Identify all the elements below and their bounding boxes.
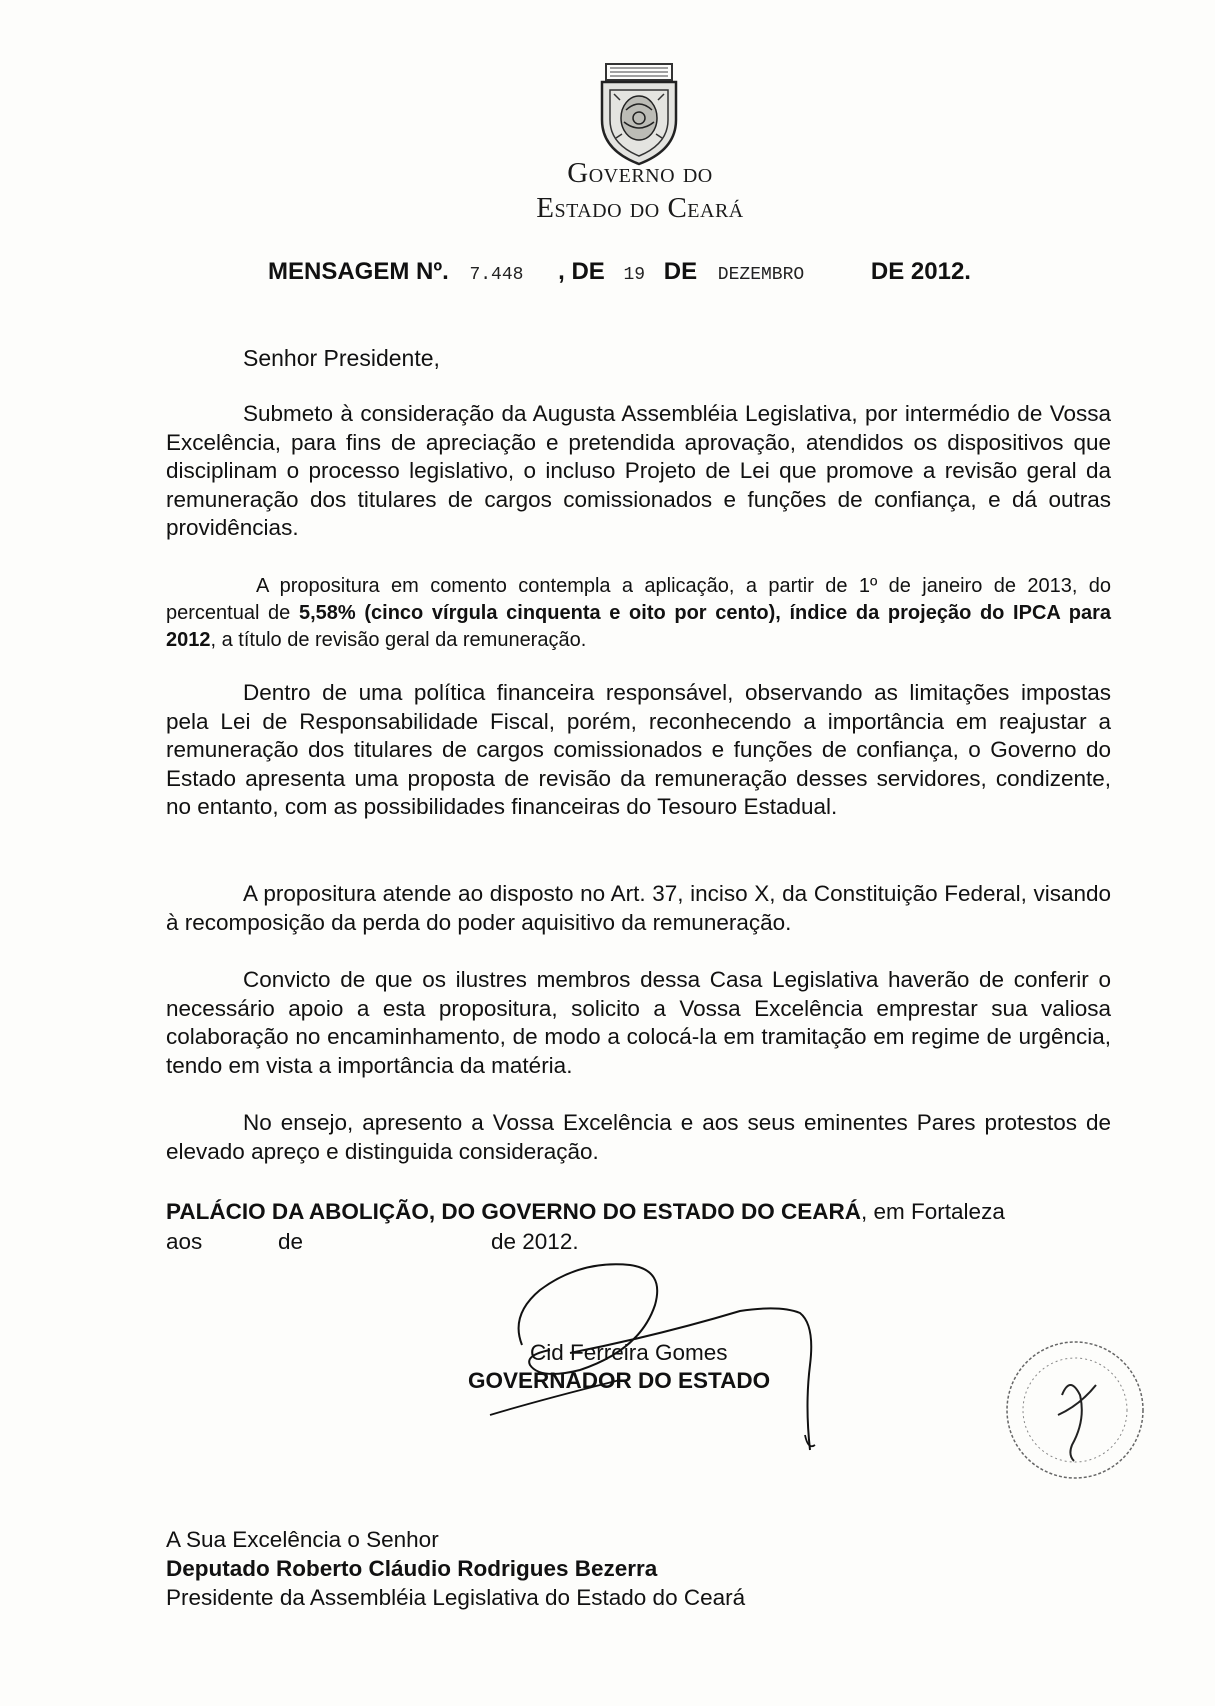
paragraph-2-bold: 5,58% (cinco vírgula cinquenta e oito por cento), índice da projeção do IPCA para 2012 bbox=[166, 602, 1111, 651]
office-stamp-icon bbox=[1000, 1335, 1150, 1485]
state-coat-of-arms-icon bbox=[594, 58, 684, 168]
header-word-ceara: Ceará bbox=[667, 192, 744, 224]
message-de-1: , DE bbox=[558, 258, 605, 285]
date-de: de bbox=[278, 1229, 304, 1254]
date-year: de 2012. bbox=[491, 1229, 579, 1254]
addressee-line-1: A Sua Excelência o Senhor bbox=[166, 1527, 439, 1552]
paragraph-1: Submeto à consideração da Augusta Assembléia Legislativa, por intermédio de Vossa Excelência, para fins de apreciação e pretendida aprovação, atendidos os dispositivos que disciplinam o processo legislativo, o incluso Projeto de Lei que promove a revisão geral da remuneração dos titulares de cargos comissionados e funções de confiança, e dá outras providências. bbox=[166, 401, 1111, 540]
header-word-estado: Estado bbox=[536, 192, 623, 224]
header-word-do-2: do bbox=[629, 192, 660, 224]
message-month: DEZEMBRO bbox=[717, 265, 805, 285]
paragraph-2-text-a: A propositura em comento contempla a aplicação, a partir de 1º de janeiro de 2013, do percentual de bbox=[166, 575, 1111, 624]
paragraph-4: A propositura atende ao disposto no Art. 37, inciso X, da Constituição Federal, visando à recomposição da perda do poder aquisitivo da remuneração. bbox=[166, 881, 1111, 935]
addressee-name: Deputado Roberto Cláudio Rodrigues Bezerra bbox=[166, 1556, 658, 1581]
paragraph-2 bbox=[166, 573, 1111, 654]
palace-name: PALÁCIO DA ABOLIÇÃO, DO GOVERNO DO ESTADO DO CEARÁ bbox=[166, 1199, 862, 1224]
message-de-2: DE bbox=[663, 258, 698, 285]
message-day: 19 bbox=[623, 265, 646, 285]
addressee-title: Presidente da Assembléia Legislativa do Estado do Ceará bbox=[166, 1585, 746, 1610]
closing-place bbox=[166, 1198, 1111, 1226]
message-year: DE 2012. bbox=[870, 258, 971, 285]
date-aos: aos bbox=[166, 1229, 203, 1254]
header-state bbox=[440, 192, 840, 225]
paragraph-6: No ensejo, apresento a Vossa Excelência e aos seus eminentes Pares protestos de elevado apreço e distinguida consideração. bbox=[166, 1110, 1111, 1164]
salutation: Senhor Presidente, bbox=[243, 345, 440, 371]
header-word-do: do bbox=[682, 157, 713, 189]
header-government bbox=[440, 157, 840, 190]
message-number: 7.448 bbox=[469, 265, 524, 285]
palace-city: , em Fortaleza bbox=[861, 1199, 1005, 1224]
signatory-role: GOVERNADOR DO ESTADO bbox=[468, 1368, 771, 1393]
message-label: MENSAGEM Nº. bbox=[268, 258, 449, 285]
header-word-governo: Governo bbox=[567, 157, 676, 189]
paragraph-5: Convicto de que os ilustres membros dessa Casa Legislativa haverão de conferir o necessário apoio a esta propositura, solicito a Vossa Excelência emprestar sua valiosa colaboração no encaminhamento, de modo a colocá-la em tramitação em regime de urgência, tendo em vista a importância da matéria. bbox=[166, 967, 1111, 1078]
paragraph-2-text-b: , a título de revisão geral da remuneração. bbox=[210, 629, 587, 651]
signatory-name: Cid Ferreira Gomes bbox=[530, 1340, 728, 1365]
paragraph-3: Dentro de uma política financeira responsável, observando as limitações impostas pela Lei de Responsabilidade Fiscal, porém, reconhecendo a importância em reajustar a remuneração dos titulares de cargos comissionados e funções de confiança, o Governo do Estado apresenta uma proposta de revisão da remuneração desses servidores, condizente, no entanto, com as possibilidades financeiras do Tesouro Estadual. bbox=[166, 680, 1111, 819]
message-number-line bbox=[268, 258, 971, 286]
